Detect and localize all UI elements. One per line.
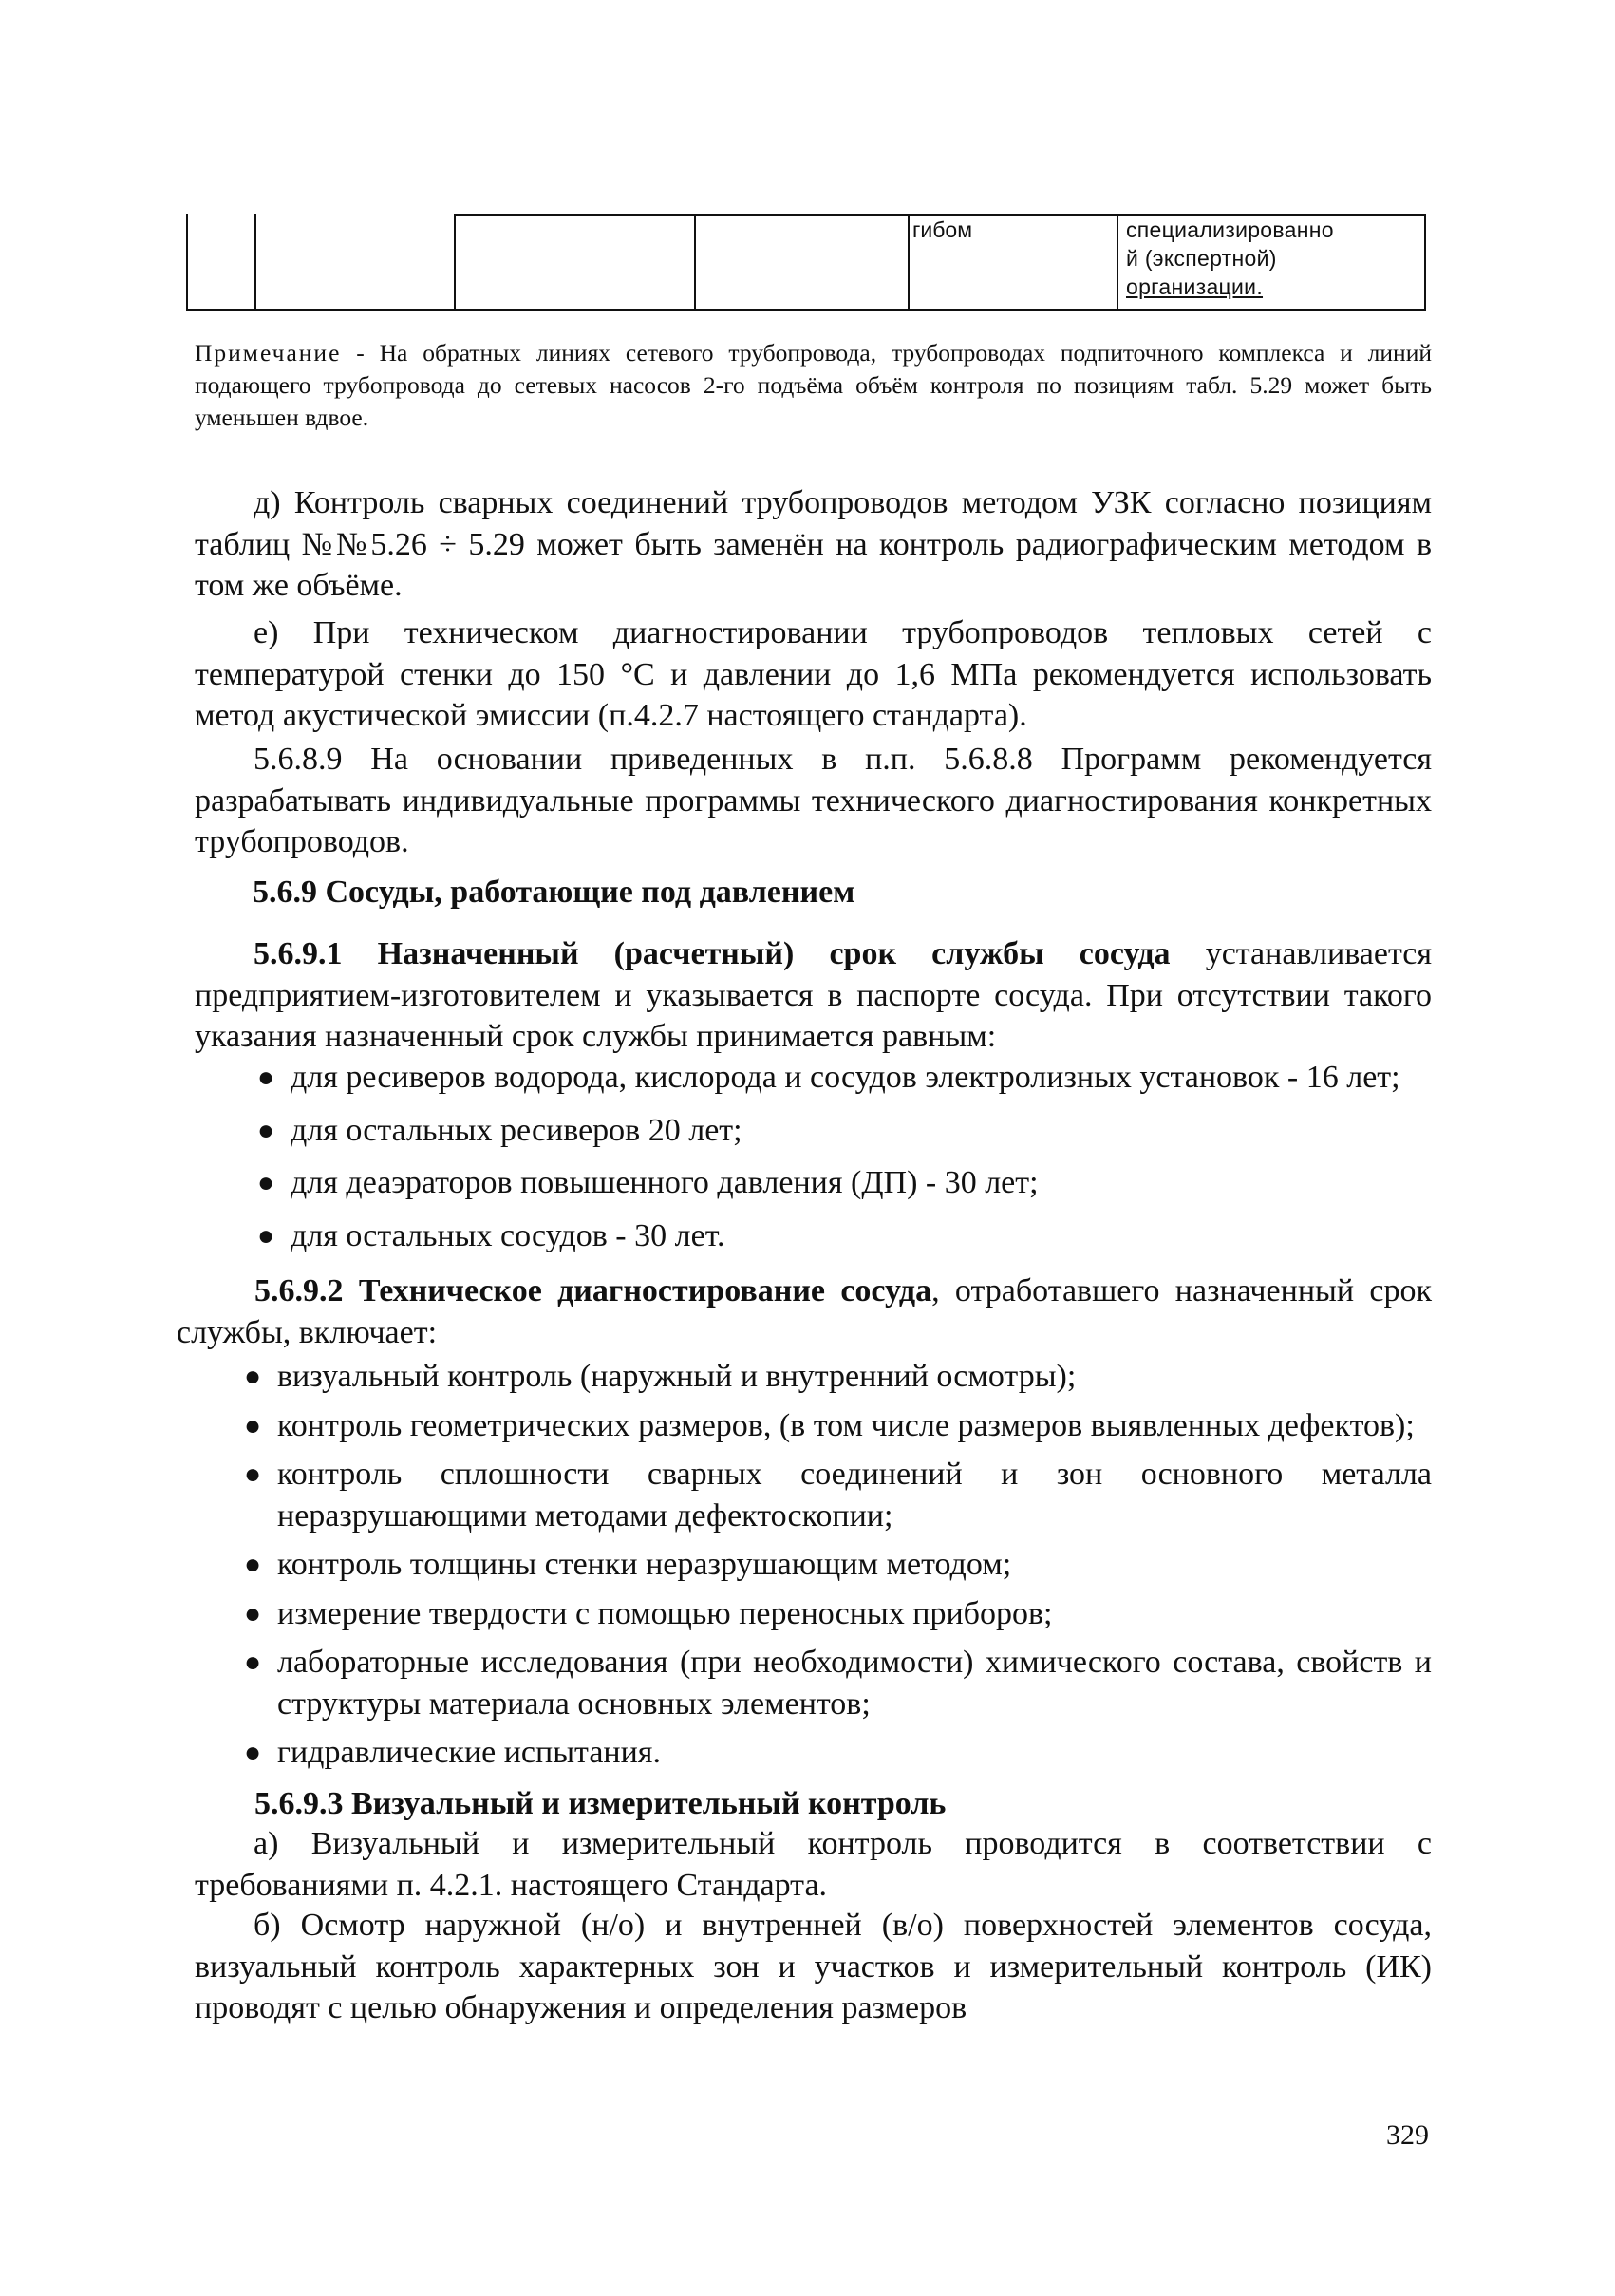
- list-item-text: контроль сплошности сварных соединений и зон основного металла неразрушающими методами дефектоскопии;: [277, 1457, 1432, 1534]
- list-item: [244, 1454, 1432, 1536]
- page-number: 329: [1386, 2119, 1429, 2151]
- table-cell: гибом: [912, 217, 973, 242]
- paragraph-b: б) Осмотр наружной (н/о) и внутренней (в/о) поверхностей элементов сосуда, визуальный контроль характерных зон и участков и измерительный контроль (ИК) проводят с целью обнаружения и определения размеров: [195, 1908, 1432, 2025]
- list-item: [257, 1215, 1430, 1257]
- paragraph-5-6-9-1: [195, 933, 1432, 1058]
- table-border: [1424, 214, 1426, 309]
- paragraph-d: д) Контроль сварных соединений трубопроводов методом УЗК согласно позициям таблиц №№5.26 ÷ 5.29 может быть заменён на контроль радиографическим методом в том же объёме.: [195, 485, 1432, 603]
- list-item: [244, 1593, 1432, 1635]
- paragraph-text: устанавливается предприятием-изготовителем и указывается в паспорте сосуда. При отсутствии такого указания назначенный срок службы принимается равным:: [195, 936, 1432, 1054]
- list-item: [257, 1110, 1430, 1152]
- term-bold: 5.6.9.2 Техническое диагностирование сосуда: [254, 1273, 932, 1308]
- list-item-text: для остальных сосудов - 30 лет.: [291, 1217, 725, 1253]
- list-item-text: измерение твердости с помощью переносных приборов;: [277, 1595, 1053, 1631]
- service-life-list: [0, 1057, 1615, 1268]
- list-item-text: для остальных ресиверов 20 лет;: [291, 1112, 742, 1148]
- list-item-text: для ресиверов водорода, кислорода и сосудов электролизных установок - 16 лет;: [291, 1060, 1400, 1095]
- list-item: [244, 1405, 1432, 1447]
- list-item-text: для деаэраторов повышенного давления (ДП) - 30 лет;: [291, 1165, 1039, 1200]
- list-item-text: гидравлические испытания.: [277, 1735, 661, 1770]
- note-text: - На обратных линиях сетевого трубопровода, трубопроводах подпиточного комплекса и линий подающего трубопровода до сетевых насосов 2-го подъёма объём контроля по позициям табл. 5.29 может быть уменьшен вдвое.: [195, 339, 1432, 431]
- bullet-icon: ●: [244, 1737, 262, 1768]
- bullet-icon: ●: [244, 1361, 262, 1392]
- paragraph-5-6-8-9: 5.6.8.9 На основании приведенных в п.п. 5.6.8.8 Программ рекомендуется разрабатывать индивидуальные программы технического диагностирования конкретных трубопроводов.: [195, 742, 1432, 859]
- table-cell-line: организации.: [1126, 274, 1264, 299]
- bullet-icon: ●: [244, 1409, 262, 1441]
- diagnostics-list: [0, 1356, 1615, 1781]
- list-item-text: контроль геометрических размеров, (в том числе размеров выявленных дефектов);: [277, 1407, 1415, 1443]
- bullet-icon: ●: [257, 1219, 275, 1252]
- table-border: [454, 214, 456, 309]
- list-item: [257, 1162, 1430, 1204]
- bullet-icon: ●: [244, 1647, 262, 1678]
- list-item-text: контроль толщины стенки неразрушающим методом;: [277, 1547, 1012, 1582]
- section-heading-5-6-9-3: 5.6.9.3 Визуальный и измерительный контроль: [254, 1786, 947, 1821]
- section-heading-5-6-9: 5.6.9 Сосуды, работающие под давлением: [253, 875, 855, 910]
- paragraph-a: а) Визуальный и измерительный контроль проводится в соответствии с требованиями п. 4.2.1. настоящего Стандарта.: [195, 1826, 1432, 1903]
- table-border: [908, 214, 910, 309]
- table-border: [254, 214, 256, 309]
- list-item-text: визуальный контроль (наружный и внутренний осмотры);: [277, 1359, 1077, 1394]
- bullet-icon: ●: [244, 1549, 262, 1580]
- table-cell-line: й (экспертной): [1126, 246, 1277, 271]
- table-fragment: [186, 214, 1426, 311]
- list-item: [244, 1642, 1432, 1724]
- table-border: [1117, 214, 1118, 309]
- list-item: [244, 1732, 1432, 1774]
- paragraph-e: е) При техническом диагностировании трубопроводов тепловых сетей с температурой стенки до 150 °С и давлении до 1,6 МПа рекомендуется использовать метод акустической эмиссии (п.4.2.7 настоящего стандарта).: [195, 615, 1432, 733]
- list-item: [244, 1544, 1432, 1586]
- term-bold: 5.6.9.1 Назначенный (расчетный) срок службы сосуда: [254, 936, 1171, 971]
- table-border: [186, 214, 188, 309]
- table-cell-line: специализированно: [1126, 217, 1334, 242]
- list-item-text: лабораторные исследования (при необходимости) химического состава, свойств и структуры материала основных элементов;: [277, 1645, 1432, 1722]
- list-item: [244, 1356, 1432, 1398]
- note-label: Примечание: [195, 339, 342, 367]
- bullet-icon: ●: [257, 1062, 275, 1093]
- bullet-icon: ●: [257, 1114, 275, 1146]
- paragraph-5-6-9-2: [177, 1270, 1432, 1353]
- bullet-icon: ●: [244, 1597, 262, 1629]
- list-item: [257, 1057, 1430, 1099]
- bullet-icon: ●: [257, 1167, 275, 1198]
- table-border: [694, 214, 696, 309]
- bullet-icon: ●: [244, 1459, 262, 1490]
- paragraph-text: , отработавшего назначенный срок службы, включает:: [177, 1273, 1432, 1350]
- table-note: [195, 337, 1432, 434]
- table-cell: [1126, 216, 1422, 301]
